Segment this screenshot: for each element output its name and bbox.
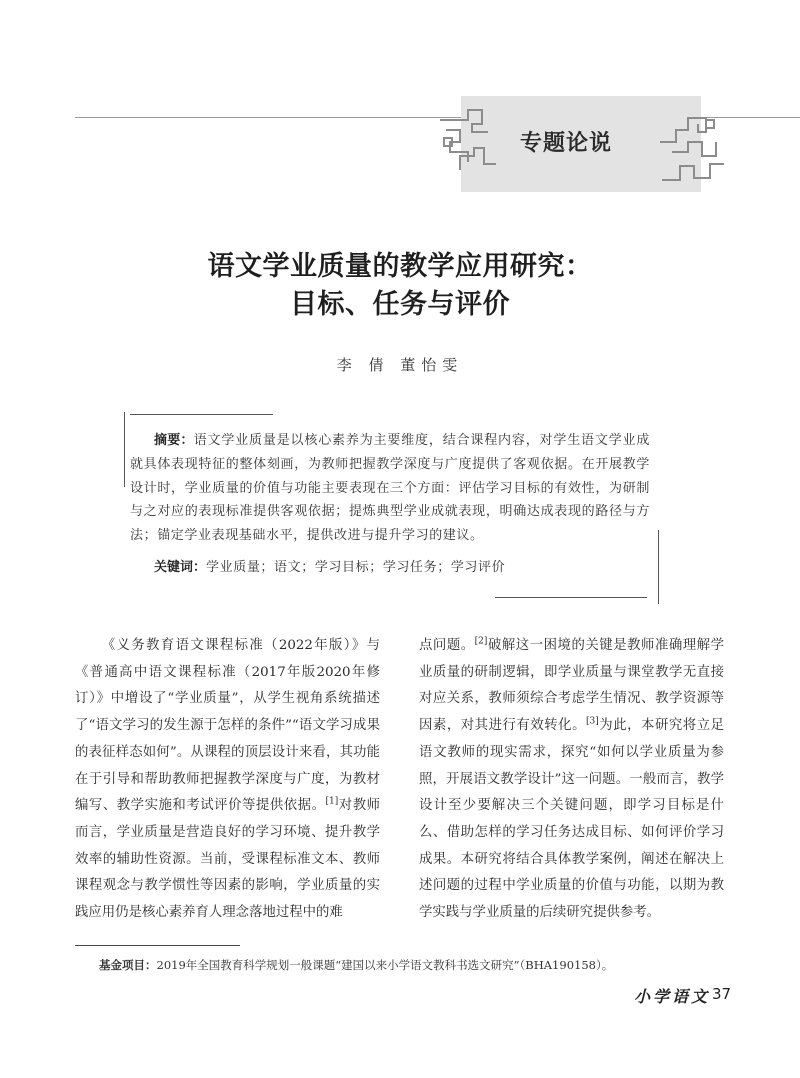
page-number: 37 bbox=[712, 985, 732, 1003]
body-right-text-2: 破解这一困境的关键是教师准确理解学业质量的研制逻辑，即学业质量与课堂教学无直接对应关系，教师须综合考虑学生情况、教学资源等因素，对其进行有效转化。 bbox=[419, 638, 725, 734]
journal-name: 小学语文 bbox=[634, 987, 711, 1006]
fret-ornament-right-icon bbox=[658, 112, 728, 188]
keywords bbox=[154, 558, 654, 578]
section-title: 专题论说 bbox=[520, 131, 613, 156]
abstract-bracket-right bbox=[658, 530, 659, 604]
authors: 李 倩 董怡雯 bbox=[336, 356, 464, 374]
article-title-line2: 目标、任务与评价 bbox=[290, 289, 510, 320]
article-title-line1: 语文学业质量的教学应用研究： bbox=[207, 251, 593, 282]
abstract-bracket-left bbox=[124, 412, 125, 487]
footnote-text: 2019年全国教育科学规划一般课题“建国以来小学语文教科书选文研究”（BHA190158）。 bbox=[156, 958, 614, 972]
footnote-label: 基金项目： bbox=[99, 958, 157, 972]
footnote-rule bbox=[75, 945, 240, 946]
body-left-text-1: 《义务教育语文课程标准（2022年版）》与《普通高中语文课程标准（2017年版2020年修订）》中增设了“学业质量”，从学生视角系统描述了“语文学习的发生源于怎样的条件”“语文学习成果的表征样态如何”。从课程的顶层设计来看，其功能在于引导和帮助教师把握教学深度与广度，为教材编写、教学实施和考试评价等提供依据。 bbox=[75, 638, 380, 814]
citation-1[interactable]: [1] bbox=[325, 796, 339, 807]
keywords-label: 关键词： bbox=[154, 560, 207, 575]
abstract bbox=[130, 429, 650, 548]
footnote bbox=[99, 957, 613, 973]
body-right-text-1: 点问题。 bbox=[419, 638, 475, 653]
abstract-rule-top bbox=[130, 414, 273, 415]
body-right-text-3: 为此，本研究将立足语文教师的现实需求，探究“如何以学业质量为参照，开展语文教学设计”这一问题。一般而言，教学设计至少要解决三个关键问题，即学习目标是什么、借助怎样的学习任务达成目标、如何评价学习成果。本研究将结合具体教学案例，阐述在解决上述问题的过程中学业质量的价值与功能，以期为教学实践与学业质量的后续研究提供参考。 bbox=[419, 718, 724, 921]
abstract-label: 摘要： bbox=[154, 433, 194, 448]
fret-ornament-left-icon bbox=[438, 108, 500, 174]
header-rule-left bbox=[75, 117, 461, 118]
abstract-text: 语文学业质量是以核心素养为主要维度，结合课程内容，对学生语文学业成就具体表现特征的整体刻画，为教师把握教学深度与广度提供了客观依据。在开展教学设计时，学业质量的价值与功能主要表现在三个方面：评估学习目标的有效性，为研制与之对应的表现标准提供客观依据；提炼典型学业成就表现，明确达成表现的路径与方法；锚定学业表现基础水平，提供改进与提升学习的建议。 bbox=[130, 433, 650, 544]
citation-2[interactable]: [2] bbox=[474, 636, 488, 647]
keywords-text: 学业质量；语文；学习目标；学习任务；学习评价 bbox=[206, 560, 506, 575]
citation-3[interactable]: [3] bbox=[586, 716, 599, 727]
body-column-right bbox=[419, 633, 724, 927]
body-column-left bbox=[75, 633, 380, 927]
body-left-text-2: 对教师而言，学业质量是营造良好的学习环境、提升教学效率的辅助性资源。当前，受课程标准文本、教师课程观念与教学惯性等因素的影响，学业质量的实践应用仍是核心素养育人理念落地过程中的难 bbox=[75, 798, 380, 921]
abstract-rule-bottom bbox=[495, 597, 647, 598]
